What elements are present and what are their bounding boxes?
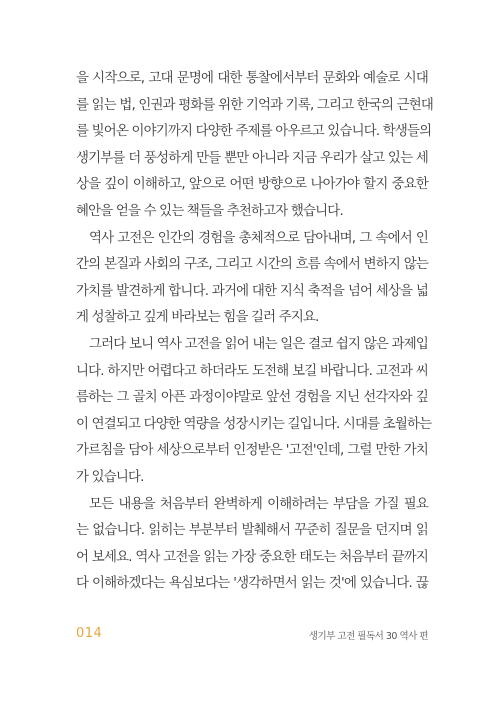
paragraph-3 [76,332,432,492]
running-title: 생기부 고전 필독서 30 역사 편 [308,631,428,642]
text-line: 는 없습니다. 읽히는 부분부터 발췌해서 꾸준히 질문을 던지며 읽 [76,523,428,539]
paragraph-2 [76,226,428,332]
paragraph-1 [76,66,433,226]
text-line: 다 이해하겠다는 욕심보다는 '생각하면서 읽는 것'에 있습니다. 끊 [76,576,428,592]
text-line: 모든 내용을 처음부터 완벽하게 이해하려는 부담을 가질 필요 [89,496,428,512]
page-number: 014 [76,626,103,641]
body-text [76,66,433,598]
text-line: 을 시작으로, 고대 문명에 대한 통찰에서부터 문화와 예술로 시대 [76,71,428,86]
paragraph-4 [76,492,428,598]
text-line: 게 성찰하고 깊게 바라보는 힘을 길러 주지요. [76,310,319,326]
text-line: 가르침을 담아 세상으로부터 인정받은 '고전'인데, 그럴 만한 가치 [76,443,428,459]
text-line: 가치를 발견하게 합니다. 과거에 대한 지식 축적을 넘어 세상을 넓 [76,283,428,299]
text-line: 혜안을 얻을 수 있는 책들을 추천하고자 했습니다. [76,203,343,219]
page-footer [76,626,428,646]
text-line: 이 연결되고 다양한 역량을 성장시키는 길입니다. 시대를 초월하는 [76,416,432,432]
text-line: 역사 고전은 인간의 경험을 총체적으로 담아내며, 그 속에서 인 [89,230,428,246]
text-line: 상을 깊이 이해하고, 앞으로 어떤 방향으로 나아가야 할지 중요한 [76,177,428,193]
text-line: 를 읽는 법, 인권과 평화를 위한 기억과 기록, 그리고 한국의 근현대 [76,97,433,113]
text-line: 간의 본질과 사회의 구조, 그리고 시간의 흐름 속에서 변하지 않는 [76,257,428,273]
text-line: 어 보세요. 역사 고전을 읽는 가장 중요한 태도는 처음부터 끝까지 [76,549,428,565]
text-line: 생기부를 더 풍성하게 만들 뿐만 아니라 지금 우리가 살고 있는 세 [76,150,428,166]
text-line: 가 있습니다. [76,469,144,485]
text-line: 니다. 하지만 어렵다고 하더라도 도전해 보길 바랍니다. 고전과 씨 [76,363,428,379]
text-line: 그러다 보니 역사 고전을 읽어 내는 일은 결코 쉽지 않은 과제입 [89,336,428,352]
text-line: 를 빛어온 이야기까지 다양한 주제를 아우르고 있습니다. 학생들의 [76,124,432,140]
text-line: 름하는 그 골치 아픈 과정이야말로 앞선 경험을 지닌 선각자와 깊 [76,390,428,406]
